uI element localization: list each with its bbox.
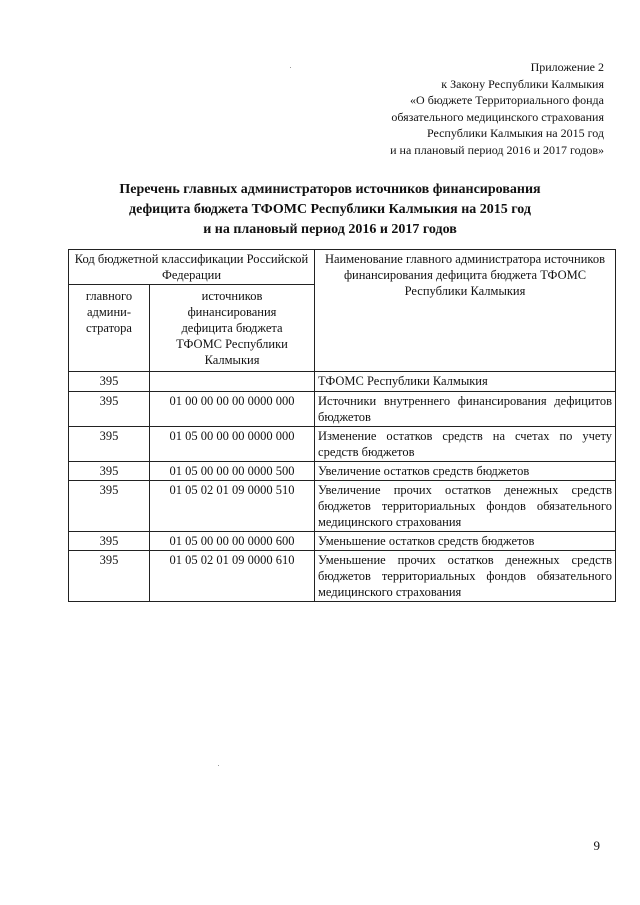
title-line: дефицита бюджета ТФОМС Республики Калмыкия на 2015 год bbox=[129, 202, 531, 217]
table-row bbox=[69, 481, 616, 532]
budget-code-cell bbox=[150, 372, 315, 392]
budget-code-cell: 01 05 02 01 09 0000 510 bbox=[150, 481, 315, 532]
table-header-row bbox=[69, 250, 616, 285]
administrators-table bbox=[68, 249, 616, 602]
table-row bbox=[69, 462, 616, 481]
document-title bbox=[60, 180, 600, 240]
annex-line: Республики Калмыкия на 2015 год bbox=[426, 126, 604, 140]
budget-code-cell: 01 05 02 01 09 0000 610 bbox=[150, 551, 315, 602]
scan-speck bbox=[218, 765, 219, 766]
annex-line: обязательного медицинского страхования bbox=[391, 109, 604, 124]
name-cell: Увеличение прочих остатков денежных средств бюджетов территориальных фондов обязательного медицинского страхования bbox=[315, 481, 616, 532]
scan-speck bbox=[290, 67, 291, 68]
title-line: и на плановый период 2016 и 2017 годов bbox=[203, 222, 457, 237]
budget-code-cell: 01 00 00 00 00 0000 000 bbox=[150, 392, 315, 427]
table-row bbox=[69, 392, 616, 427]
admin-code-cell: 395 bbox=[69, 462, 150, 481]
header-classification-code: Код бюджетной классификации Российской Федерации bbox=[69, 250, 315, 285]
annex-line: к Закону Республики Калмыкия bbox=[441, 76, 604, 91]
admin-code-cell: 395 bbox=[69, 427, 150, 462]
annex-line: Приложение 2 bbox=[530, 60, 604, 74]
title-line: Перечень главных администраторов источников финансирования bbox=[119, 182, 541, 197]
table-row bbox=[69, 372, 616, 392]
annex-line: «О бюджете Территориального фонда bbox=[410, 93, 604, 107]
annex-header bbox=[274, 59, 604, 158]
page-number: 9 bbox=[593, 838, 600, 853]
admin-code-cell: 395 bbox=[69, 481, 150, 532]
header-main-administrator: главного админи-стратора bbox=[69, 285, 150, 372]
admin-code-cell: 395 bbox=[69, 551, 150, 602]
header-administrator-name: Наименование главного администратора источников финансирования дефицита бюджета ТФОМС Республики Калмыкия bbox=[315, 250, 616, 372]
annex-line: и на плановый период 2016 и 2017 годов» bbox=[390, 142, 604, 157]
name-cell: Уменьшение остатков средств бюджетов bbox=[315, 532, 616, 551]
name-cell: Увеличение остатков средств бюджетов bbox=[315, 462, 616, 481]
admin-code-cell: 395 bbox=[69, 392, 150, 427]
name-cell: Изменение остатков средств на счетах по учету средств бюджетов bbox=[315, 427, 616, 462]
name-cell: Уменьшение прочих остатков денежных средств бюджетов территориальных фондов обязательного медицинского страхования bbox=[315, 551, 616, 602]
name-cell: ТФОМС Республики Калмыкия bbox=[315, 372, 616, 392]
table-row bbox=[69, 532, 616, 551]
name-cell: Источники внутреннего финансирования дефицитов бюджетов bbox=[315, 392, 616, 427]
admin-code-cell: 395 bbox=[69, 532, 150, 551]
budget-code-cell: 01 05 00 00 00 0000 600 bbox=[150, 532, 315, 551]
budget-code-cell: 01 05 00 00 00 0000 000 bbox=[150, 427, 315, 462]
admin-code-cell: 395 bbox=[69, 372, 150, 392]
table-row bbox=[69, 427, 616, 462]
table-row bbox=[69, 551, 616, 602]
budget-code-cell: 01 05 00 00 00 0000 500 bbox=[150, 462, 315, 481]
header-deficit-sources: источников финансирования дефицита бюджета ТФОМС Республики Калмыкия bbox=[150, 285, 315, 372]
